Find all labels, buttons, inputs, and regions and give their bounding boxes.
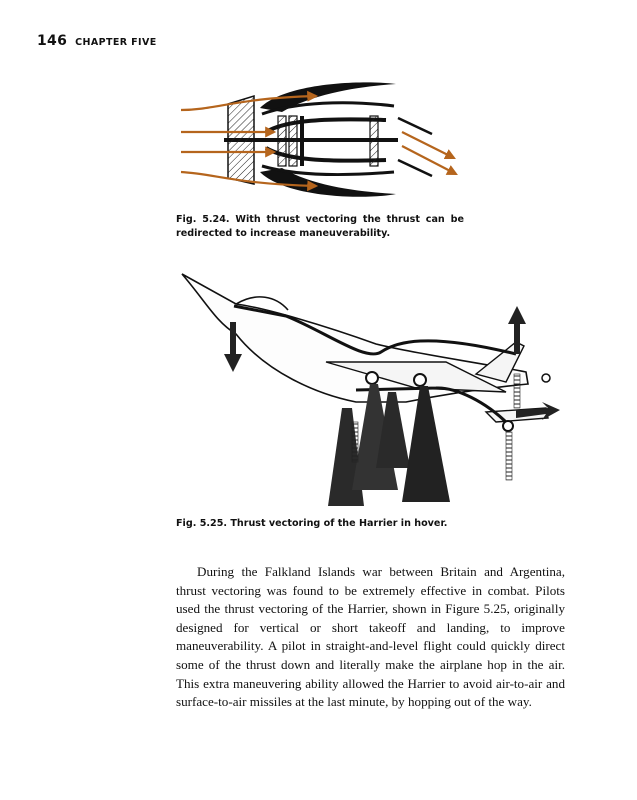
nozzle-flap-bottom: [398, 160, 432, 176]
page-number: 146: [37, 33, 68, 49]
figure-5-25-caption: Fig. 5.25. Thrust vectoring of the Harrier in hover.: [176, 518, 448, 529]
tail-up-head: [508, 306, 526, 324]
nozzle-tail: [503, 421, 513, 431]
turbine-stage: [370, 116, 378, 166]
body-paragraph: During the Falkland Islands war between Britain and Argentina, thrust vectoring was found to be extremely effective in combat. Pilots used the thrust vectoring of the Harrier, shown in Figure 5.25, originally designed for vertical or short takeoff and landing, to improve maneuverability. A pilot in straight-and-level flight could quickly direct some of the thrust down and literally make the airplane hop in the air. This extra maneuvering ability allowed the Harrier to avoid air-to-air and surface-to-air missiles at the last minute, by hopping out of the way.: [176, 564, 565, 710]
chapter-title: CHAPTER FIVE: [75, 37, 157, 48]
figure-5-24-caption: Fig. 5.24. With thrust vectoring the thrust can be redirected to increase maneuverability.: [176, 214, 464, 239]
tail-dashed-down: [514, 374, 520, 408]
compressor-stage-3: [300, 116, 304, 166]
compressor-stage-1: [278, 116, 286, 166]
exhaust-arrow-1: [402, 132, 454, 158]
tail-up-shaft: [514, 322, 520, 354]
lift-cone-4: [402, 386, 450, 502]
running-header: [37, 30, 157, 49]
thrust-vectoring-engine-diagram: [176, 76, 466, 211]
compressor-stage-2: [289, 116, 297, 166]
nose-thrust-head: [224, 354, 242, 372]
nozzle-front-left: [366, 372, 378, 384]
exhaust-arrow-2: [402, 146, 456, 174]
nose-thrust-shaft: [230, 322, 236, 356]
tail-lower-dashed: [506, 432, 512, 480]
wing-dashed-arrow: [352, 422, 358, 462]
intake-fan: [228, 96, 254, 184]
nozzle-front-right: [414, 374, 426, 386]
nozzle-wingtip: [542, 374, 550, 382]
harrier-hover-diagram: [176, 262, 566, 512]
